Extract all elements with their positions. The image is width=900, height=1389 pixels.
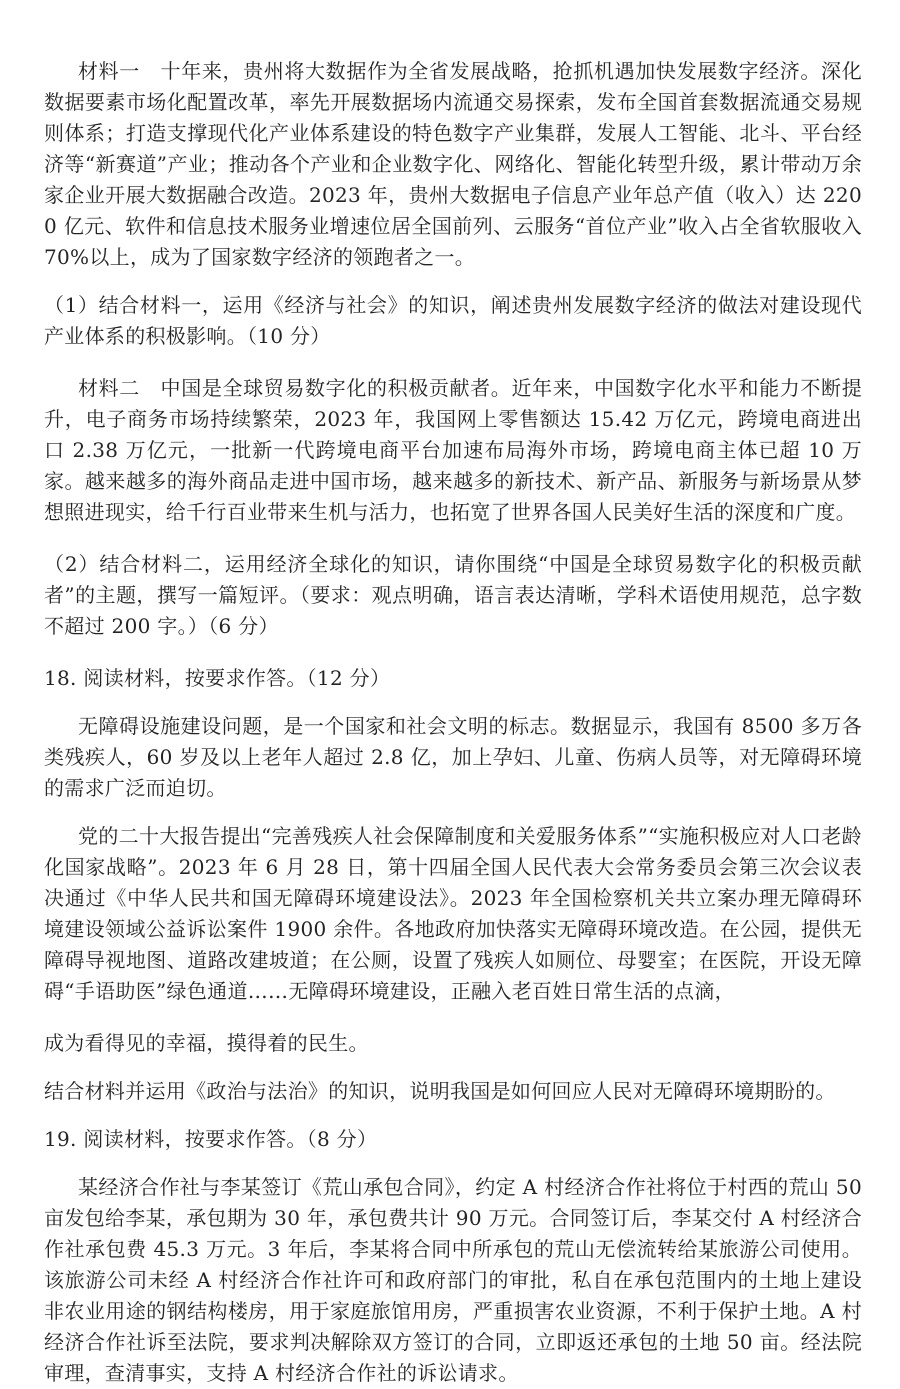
question-18-material-paragraph-2: 党的二十大报告提出“完善残疾人社会保障制度和关爱服务体系”“实施积极应对人口老龄化国家战略”。2023 年 6 月 28 日，第十四届全国人民代表大会常务委员会第三次会议表决通过《中华人民共和国无障碍环境建设法》。2023 年全国检察机关共立案办理无障碍环境建设领域公益诉讼案件 1900 余件。各地政府加快落实无障碍环境改造。在公园，提供无障碍导视地图、道路改建坡道；在公厕，设置了残疾人如厕位、母婴室；在医院，开设无障碍“手语助医”绿色通道……无障碍环境建设，正融入老百姓日常生活的点滴，	[44, 824, 862, 1003]
material-2-paragraph: 材料二 中国是全球贸易数字化的积极贡献者。近年来，中国数字化水平和能力不断提升，电子商务市场持续繁荣，2023 年，我国网上零售额达 15.42 万亿元，跨境电商进出口 2.38 万亿元，一批新一代跨境电商平台加速布局海外市场，跨境电商主体已超 10 万家。越来越多的海外商品走进中国市场，越来越多的新技术、新产品、新服务与新场景从梦想照进现实，给千行百业带来生机与活力，也拓宽了世界各国人民美好生活的深度和广度。	[44, 376, 862, 524]
question-18-material-paragraph-1: 无障碍设施建设问题，是一个国家和社会文明的标志。数据显示，我国有 8500 多万各类残疾人，60 岁及以上老年人超过 2.8 亿，加上孕妇、儿童、伤病人员等，对无障碍环境的需求广泛而迫切。	[44, 714, 862, 800]
question-1-text: （1）结合材料一，运用《经济与社会》的知识，阐述贵州发展数字经济的做法对建设现代产业体系的积极影响。（10 分）	[44, 293, 862, 348]
question-2-text: （2）结合材料二，运用经济全球化的知识，请你围绕“中国是全球贸易数字化的积极贡献者”的主题，撰写一篇短评。（要求：观点明确，语言表达清晰，学科术语使用规范，总字数不超过 200 字。）（6 分）	[44, 552, 862, 638]
material-1-paragraph: 材料一 十年来，贵州将大数据作为全省发展战略，抢抓机遇加快发展数字经济。深化数据要素市场化配置改革，率先开展数据场内流通交易探索，发布全国首套数据流通交易规则体系；打造支撑现代化产业体系建设的特色数字产业集群，发展人工智能、北斗、平台经济等“新赛道”产业；推动各个产业和企业数字化、网络化、智能化转型升级，累计带动万余家企业开展大数据融合改造。2023 年，贵州大数据电子信息产业年总产值（收入）达 2200 亿元、软件和信息技术服务业增速位居全国前列、云服务“首位产业”收入占全省软服收入 70%以上，成为了国家数字经济的领跑者之一。	[44, 59, 862, 269]
question-18-heading: 18. 阅读材料，按要求作答。（12 分）	[44, 666, 391, 690]
question-19-material-paragraph: 某经济合作社与李某签订《荒山承包合同》，约定 A 村经济合作社将位于村西的荒山 50 亩发包给李某，承包期为 30 年，承包费共计 90 万元。合同签订后，李某交付 A 村经济合作社承包费 45.3 万元。3 年后，李某将合同中所承包的荒山无偿流转给某旅游公司使用。该旅游公司未经 A 村经济合作社许可和政府部门的审批，私自在承包范围内的土地上建设非农业用途的钢结构楼房，用于家庭旅馆用房，严重损害农业资源，不利于保护土地。A 村经济合作社诉至法院，要求判决解除双方签订的合同，立即返还承包的土地 50 亩。经法院审理，查清事实，支持 A 村经济合作社的诉讼请求。	[44, 1175, 862, 1385]
question-18-material-closing-line: 成为看得见的幸福，摸得着的民生。	[44, 1031, 369, 1055]
question-19-heading: 19. 阅读材料，按要求作答。（8 分）	[44, 1127, 378, 1151]
question-18-task-text: 结合材料并运用《政治与法治》的知识，说明我国是如何回应人民对无障碍环境期盼的。	[44, 1079, 836, 1103]
